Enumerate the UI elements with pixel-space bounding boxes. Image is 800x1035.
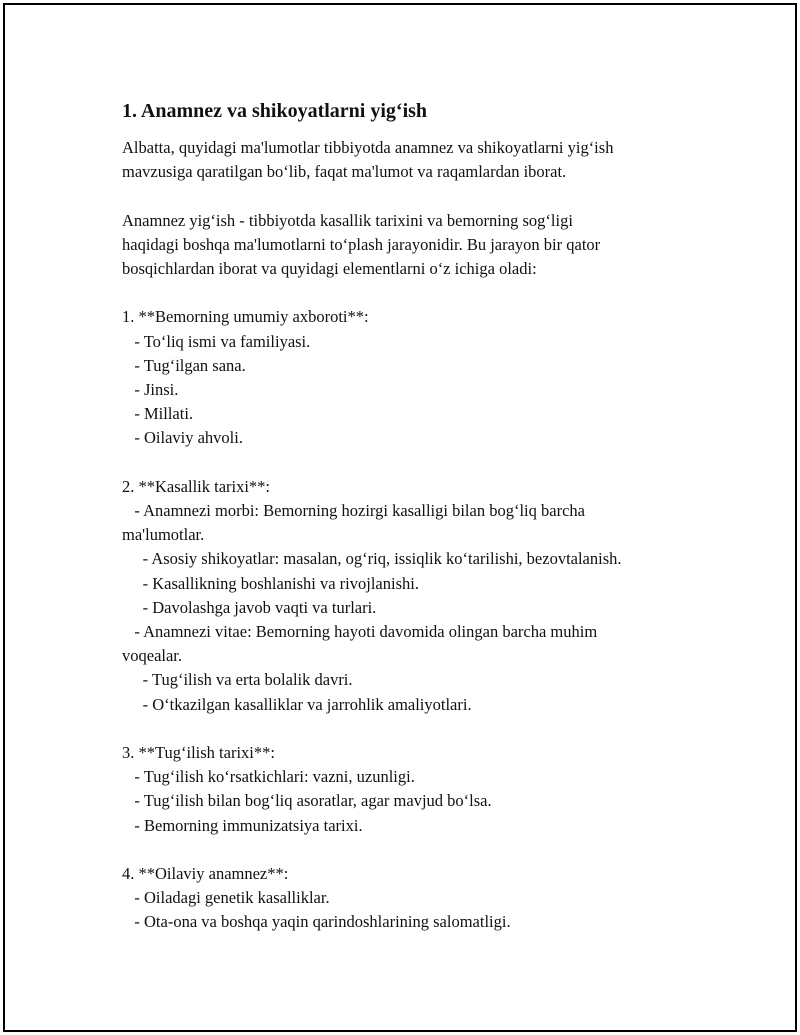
document-title: 1. Anamnez va shikoyatlarni yig‘ish xyxy=(122,100,428,122)
blank-line xyxy=(122,184,722,208)
document-text xyxy=(122,136,722,935)
text-line: - Kasallikning boshlanishi va rivojlanishi. xyxy=(122,573,419,593)
text-line: voqealar. xyxy=(122,646,183,666)
text-line: - Jinsi. xyxy=(122,380,179,399)
blank-line xyxy=(122,281,722,305)
text-line: - Tug‘ilish ko‘rsatkichlari: vazni, uzunligi. xyxy=(122,767,415,787)
text-line: 4. **Oilaviy anamnez**: xyxy=(122,864,289,884)
text-line: 1. **Bemorning umumiy axboroti**: xyxy=(122,307,369,327)
text-line: - Tug‘ilish va erta bolalik davri. xyxy=(122,670,353,690)
text-line: - Tug‘ilgan sana. xyxy=(122,355,246,375)
document-body xyxy=(122,97,722,935)
text-line: - Davolashga javob vaqti va turlari. xyxy=(122,597,377,617)
text-line: - Ota-ona va boshqa yaqin qarindoshlarining salomatligi. xyxy=(122,912,511,932)
text-line: - O‘tkazilgan kasalliklar va jarrohlik amaliyotlari. xyxy=(122,694,472,714)
text-line: - Asosiy shikoyatlar: masalan, og‘riq, issiqlik ko‘tarilishi, bezovtalanish. xyxy=(122,549,622,569)
text-line: - Bemorning immunizatsiya tarixi. xyxy=(122,815,363,835)
blank-line xyxy=(122,717,722,741)
text-line: haqidagi boshqa ma'lumotlarni to‘plash jarayonidir. Bu jarayon bir qator xyxy=(122,234,601,254)
text-line: ma'lumotlar. xyxy=(122,525,205,545)
text-line: - Millati. xyxy=(122,404,194,424)
page-frame xyxy=(3,3,797,1032)
text-line: bosqichlardan iborat va quyidagi elementlarni o‘z ichiga oladi: xyxy=(122,259,537,278)
blank-line xyxy=(122,451,722,475)
text-line: - Anamnezi vitae: Bemorning hayoti davomida olingan barcha muhim xyxy=(122,622,598,642)
text-line: Anamnez yig‘ish - tibbiyotda kasallik tarixini va bemorning sog‘ligi xyxy=(122,210,573,230)
text-line: - Tug‘ilish bilan bog‘liq asoratlar, agar mavjud bo‘lsa. xyxy=(122,791,492,811)
blank-line xyxy=(122,838,722,862)
text-line: 3. **Tug‘ilish tarixi**: xyxy=(122,743,275,763)
text-line: - Anamnezi morbi: Bemorning hozirgi kasalligi bilan bog‘liq barcha xyxy=(122,501,585,520)
text-line: - To‘liq ismi va familiyasi. xyxy=(122,331,311,351)
text-line: - Oilaviy ahvoli. xyxy=(122,428,243,448)
text-line: mavzusiga qaratilgan bo‘lib, faqat ma'lumot va raqamlardan iborat. xyxy=(122,162,567,182)
text-line: - Oiladagi genetik kasalliklar. xyxy=(122,888,330,908)
text-line: 2. **Kasallik tarixi**: xyxy=(122,476,271,496)
text-line: Albatta, quyidagi ma'lumotlar tibbiyotda anamnez va shikoyatlarni yig‘ish xyxy=(122,138,614,157)
